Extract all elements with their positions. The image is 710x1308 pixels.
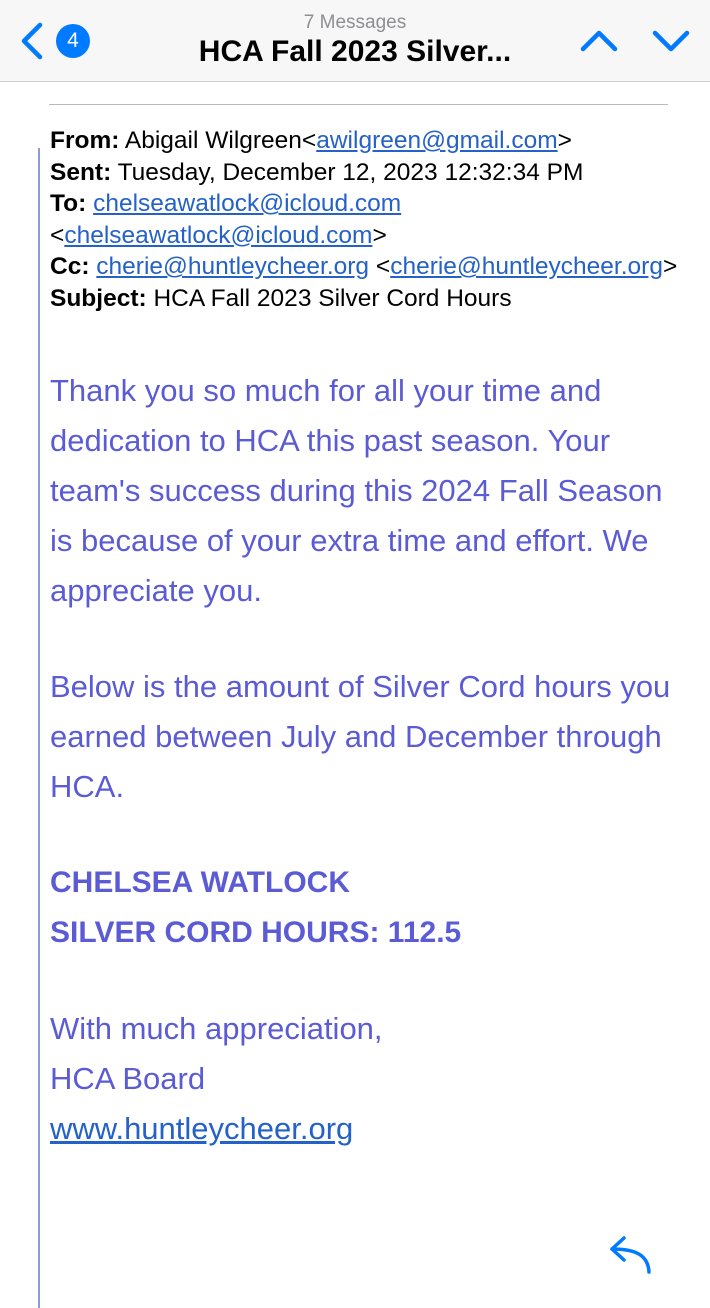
header-to: [50, 188, 686, 251]
nav-left-group: [18, 21, 90, 61]
recipient-name: CHELSEA WATLOCK: [50, 866, 350, 899]
from-close-bracket: >: [557, 127, 572, 154]
cc-email-link[interactable]: cherie@huntleycheer.org: [96, 253, 370, 280]
chevron-down-icon[interactable]: [650, 24, 692, 58]
sent-label: Sent:: [50, 158, 112, 186]
header-cc: [50, 251, 686, 283]
header-sent: [50, 157, 686, 189]
unread-count-badge[interactable]: 4: [56, 24, 90, 58]
email-content: [0, 105, 710, 1154]
email-headers: [50, 125, 686, 314]
to-close-bracket: >: [372, 221, 387, 249]
from-email-link[interactable]: awilgreen@gmail.com: [316, 127, 558, 154]
cc-label: Cc:: [50, 253, 90, 280]
page-title: HCA Fall 2023 Silver...: [198, 35, 512, 68]
silver-cord-hours: SILVER CORD HOURS: 112.5: [50, 916, 462, 949]
quote-bar: [38, 148, 40, 1308]
message-count-label: 7 Messages: [303, 12, 407, 33]
sent-value: Tuesday, December 12, 2023 12:32:34 PM: [117, 158, 584, 186]
cc-close-bracket: >: [662, 253, 678, 280]
to-email-link[interactable]: chelseawatlock@icloud.com: [93, 190, 402, 217]
header-subject: [50, 283, 686, 315]
chevron-up-icon[interactable]: [578, 24, 620, 58]
to-label: To:: [50, 190, 87, 217]
signature-block: [50, 1004, 686, 1154]
nav-right-group: [578, 24, 692, 58]
website-link[interactable]: www.huntleycheer.org: [50, 1111, 354, 1146]
from-name: Abigail Wilgreen: [124, 127, 302, 154]
body-paragraph-2: Below is the amount of Silver Cord hours you earned between July and December through HCA.: [50, 669, 671, 804]
closing-line-2: HCA Board: [50, 1061, 206, 1096]
to-email-link-repeat[interactable]: chelseawatlock@icloud.com: [64, 221, 373, 249]
closing-line-1: With much appreciation,: [50, 1011, 383, 1046]
header-from: [50, 125, 686, 157]
reply-arrow-icon[interactable]: [608, 1234, 654, 1274]
message-body: [0, 104, 710, 1154]
subject-label: Subject:: [50, 284, 147, 312]
chevron-left-icon[interactable]: [18, 21, 46, 61]
subject-value: HCA Fall 2023 Silver Cord Hours: [153, 284, 512, 312]
body-paragraph-1: Thank you so much for all your time and dedication to HCA this past season. Your team's success during this 2024 Fall Season is because of your extra time and effort. We appreciate you.: [50, 373, 663, 608]
cc-open-bracket: <: [375, 253, 391, 280]
from-open-bracket: <: [301, 127, 317, 154]
cc-email-link-repeat[interactable]: cherie@huntleycheer.org: [390, 253, 663, 280]
hours-block: [50, 858, 686, 958]
navigation-bar: [0, 0, 710, 82]
to-open-bracket: <: [50, 221, 65, 249]
from-label: From:: [50, 127, 120, 154]
